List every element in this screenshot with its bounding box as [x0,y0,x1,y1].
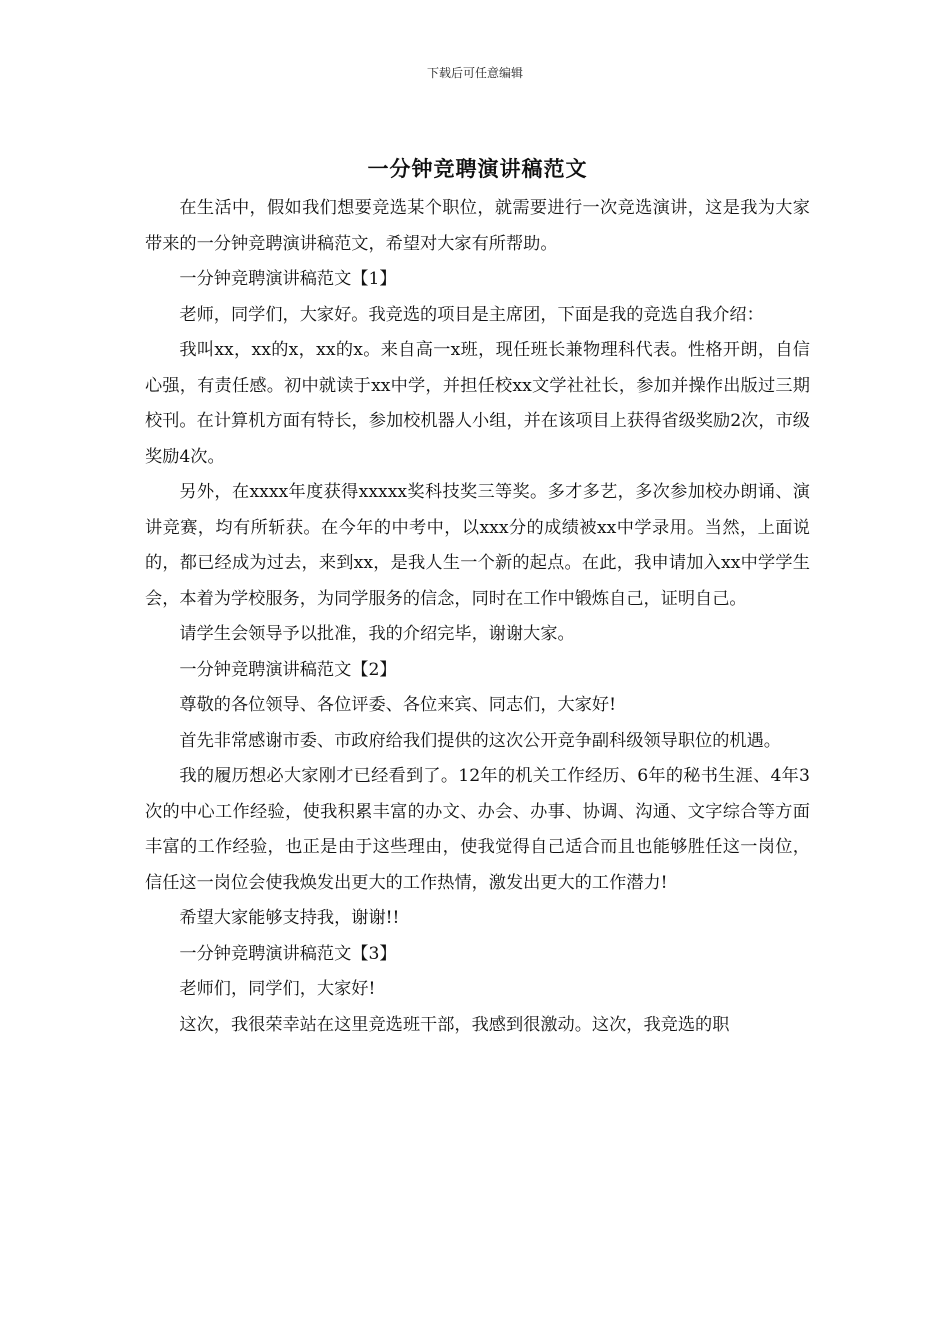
paragraph: 另外，在xxxx年度获得xxxxx奖科技奖三等奖。多才多艺，多次参加校办朗诵、演讲竞赛，均有所斩获。在今年的中考中，以xxx分的成绩被xx中学录用。当然，上面说的，都已经成为过去，来到xx，是我人生一个新的起点。在此，我申请加入xx中学学生会，本着为学校服务，为同学服务的信念，同时在工作中锻炼自己，证明自己。 [145,482,810,609]
paragraph-intro: 在生活中，假如我们想要竞选某个职位，就需要进行一次竞选演讲，这是我为大家带来的一分钟竞聘演讲稿范文，希望对大家有所帮助。 [145,198,810,254]
section-heading-1: 一分钟竞聘演讲稿范文【1】 [179,269,397,289]
paragraph: 尊敬的各位领导、各位评委、各位来宾、同志们，大家好! [179,695,616,715]
paragraph: 我的履历想必大家刚才已经看到了。12年的机关工作经历、6年的秘书生涯、4年3次的中心工作经验，使我积累丰富的办文、办会、办事、协调、沟通、文字综合等方面丰富的工作经验，也正是由于这些理由，使我觉得自己适合而且也能够胜任这一岗位，信任这一岗位会使我焕发出更大的工作热情，激发出更大的工作潜力! [145,766,810,893]
paragraph: 老师们，同学们，大家好! [179,979,376,999]
paragraph: 我叫xx，xx的x，xx的x。来自高一x班，现任班长兼物理科代表。性格开朗，自信心强，有责任感。初中就读于xx中学，并担任校xx文学社社长，参加并操作出版过三期校刊。在计算机方面有特长，参加校机器人小组，并在该项目上获得省级奖励2次，市级奖励4次。 [145,340,810,467]
document-title: 一分钟竞聘演讲稿范文 [367,156,588,181]
paragraph: 首先非常感谢市委、市政府给我们提供的这次公开竞争副科级领导职位的机遇。 [179,730,781,751]
section-heading-2: 一分钟竞聘演讲稿范文【2】 [179,659,397,680]
section-heading-3: 一分钟竞聘演讲稿范文【3】 [179,943,397,964]
paragraph: 这次，我很荣幸站在这里竞选班干部，我感到很激动。这次，我竞选的职 [179,1014,730,1035]
paragraph: 希望大家能够支持我，谢谢!! [179,908,400,928]
page-header-note: 下载后可任意编辑 [426,66,523,80]
document-body [145,151,810,1043]
paragraph: 请学生会领导予以批准，我的介绍完毕，谢谢大家。 [179,624,575,644]
paragraph: 老师，同学们，大家好。我竞选的项目是主席团，下面是我的竞选自我介绍： [179,304,764,325]
